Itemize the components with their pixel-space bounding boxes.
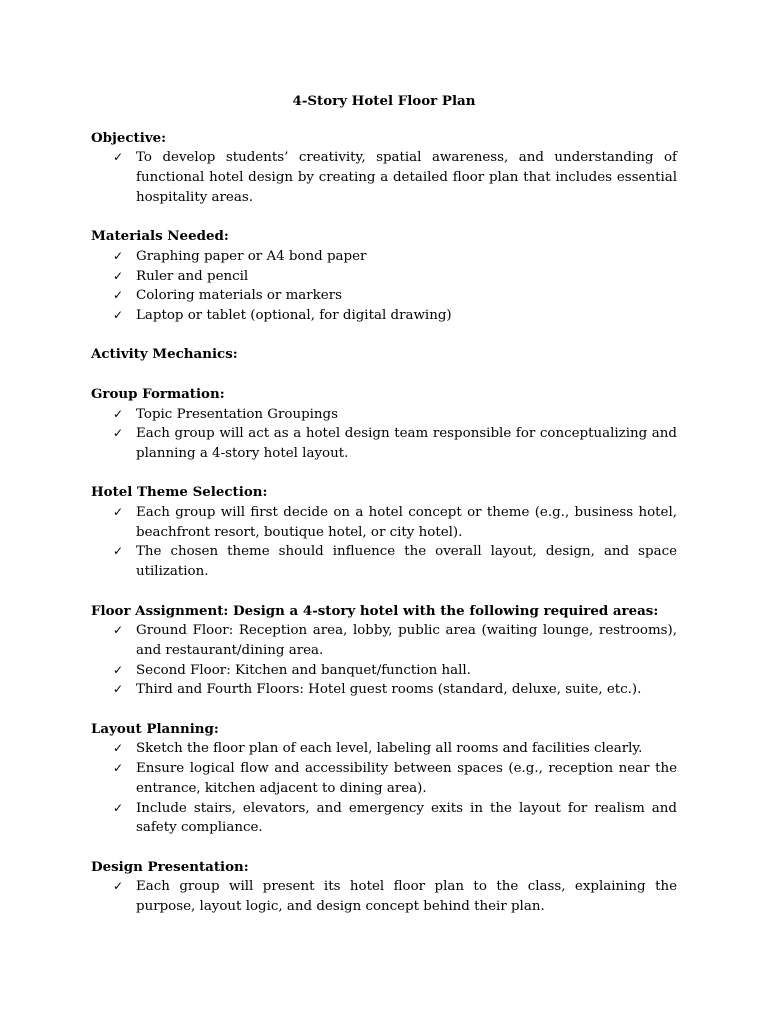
checkmark-icon: ✓ [113,150,124,165]
section-heading: Hotel Theme Selection: [91,484,268,501]
checkmark-icon: ✓ [113,682,124,697]
checkmark-icon: ✓ [113,800,124,815]
checklist [91,148,677,207]
checklist [91,247,677,326]
checkmark-icon: ✓ [113,879,124,894]
checklist-item-text: Third and Fourth Floors: Hotel guest rooms (standard, deluxe, suite, etc.). [136,682,642,698]
checklist-item-text: Ensure logical flow and accessibility between spaces (e.g., reception near the entrance, kitchen adjacent to dining area). [136,761,677,796]
checkmark-icon: ✓ [113,406,124,421]
document-title: 4-Story Hotel Floor Plan [292,93,476,109]
checklist-item [91,306,677,326]
document-section [91,602,677,701]
checklist-item-text: Graphing paper or A4 bond paper [136,248,367,264]
checklist-item-text: Ground Floor: Reception area, lobby, public area (waiting lounge, restrooms), and restaurant/dining area. [136,623,677,658]
checklist-item-text: Laptop or tablet (optional, for digital drawing) [136,308,452,324]
section-heading: Design Presentation: [91,858,249,875]
checklist-item [91,148,677,207]
document-section [91,385,677,464]
checkmark-icon: ✓ [113,623,124,638]
checklist-item [91,661,677,681]
checklist-item-text: Topic Presentation Groupings [136,406,338,422]
document-section [91,227,677,326]
checklist-item [91,286,677,306]
checklist-item-text: Coloring materials or markers [136,288,342,304]
checkmark-icon: ✓ [113,308,124,323]
checkmark-icon: ✓ [113,662,124,677]
document-section [91,345,677,365]
checklist-item-text: Sketch the floor plan of each level, labeling all rooms and facilities clearly. [136,741,643,757]
checklist-item [91,759,677,798]
checkmark-icon: ✓ [113,505,124,519]
checklist-item [91,877,677,916]
document-page [91,92,677,936]
document-section [91,483,677,582]
section-heading: Objective: [91,129,167,146]
checkmark-icon: ✓ [113,248,124,263]
section-heading: Group Formation: [91,385,225,402]
checklist-item-text: Each group will first decide on a hotel concept or theme (e.g., business hotel, beachfront resort, boutique hotel, or city hotel). [136,505,677,540]
checklist [91,405,677,464]
checklist [91,621,677,700]
checklist-item [91,680,677,700]
document-section [91,858,677,917]
checklist-item [91,799,677,838]
checklist-item [91,267,677,287]
checklist [91,739,677,838]
section-heading: Layout Planning: [91,720,219,737]
checkmark-icon: ✓ [113,741,124,756]
checkmark-icon: ✓ [113,288,124,303]
section-heading: Floor Assignment: Design a 4-story hotel with the following required areas: [91,602,659,619]
checklist [91,877,677,916]
checkmark-icon: ✓ [113,544,124,559]
checklist [91,503,677,582]
checklist-item [91,424,677,463]
document-section [91,129,677,208]
checkmark-icon: ✓ [113,268,124,283]
checkmark-icon: ✓ [113,426,124,441]
checklist-item [91,503,677,542]
checklist-item [91,621,677,660]
checklist-item-text: Ruler and pencil [136,268,249,284]
checkmark-icon: ✓ [113,761,124,776]
checklist-item [91,739,677,759]
document-sections [91,129,677,917]
checklist-item [91,542,677,581]
checklist-item-text: The chosen theme should influence the overall layout, design, and space utilization. [136,544,677,580]
checklist-item-text: Each group will act as a hotel design team responsible for conceptualizing and planning a 4-story hotel layout. [136,426,677,461]
section-heading: Materials Needed: [91,228,229,245]
document-section [91,720,677,838]
checklist-item [91,247,677,267]
checklist-item-text: Include stairs, elevators, and emergency exits in the layout for realism and safety compliance. [136,800,677,836]
checklist-item-text: Each group will present its hotel floor plan to the class, explaining the purpose, layout logic, and design concept behind their plan. [136,879,677,915]
checklist-item-text: Second Floor: Kitchen and banquet/function hall. [136,662,471,678]
section-heading: Activity Mechanics: [91,346,238,363]
checklist-item [91,405,677,425]
checklist-item-text: To develop students’ creativity, spatial awareness, and understanding of functional hotel design by creating a detailed floor plan that includes essential hospitality areas. [136,150,677,205]
